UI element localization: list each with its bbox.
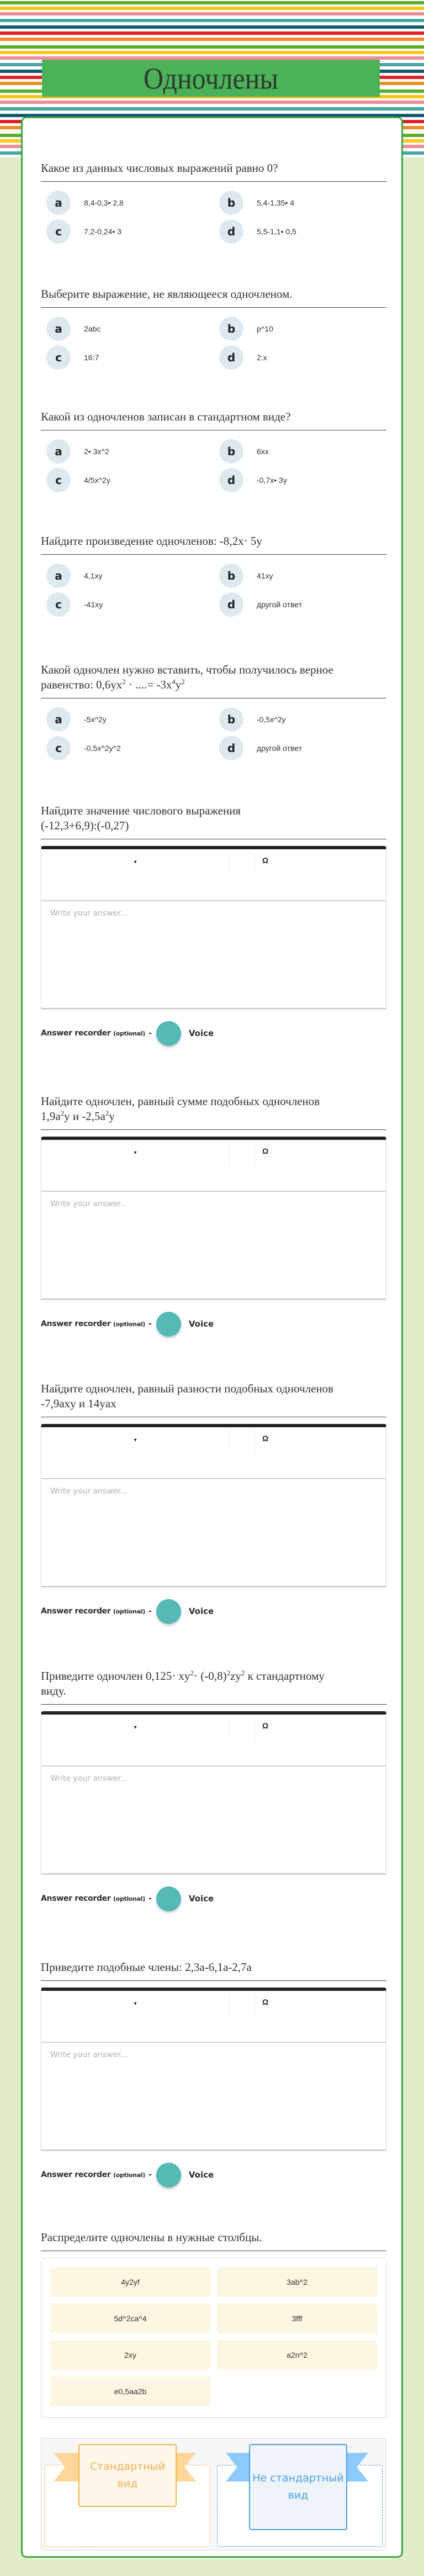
answer-recorder — [41, 1021, 386, 1046]
option-letter: c — [46, 219, 71, 244]
question-3 — [41, 409, 386, 492]
option-d[interactable] — [214, 736, 386, 760]
option-letter: c — [46, 592, 71, 617]
answer-textarea[interactable] — [41, 2043, 386, 2151]
voice-label: Voice — [188, 2170, 214, 2180]
option-text: 7,2-0,24• 3 — [84, 227, 121, 236]
question-title: Выберите выражение, не являющееся одночленом. — [41, 287, 386, 308]
recorder-dash: - — [149, 2170, 152, 2179]
option-a[interactable] — [41, 317, 214, 341]
question-title — [41, 803, 386, 839]
option-c[interactable] — [41, 219, 214, 244]
draggable-chip[interactable]: e0,5aa2b — [50, 2377, 210, 2406]
editor-toolbar — [41, 1140, 386, 1192]
editor-toolbar — [41, 1715, 386, 1767]
option-letter: d — [219, 592, 243, 617]
option-a[interactable] — [41, 564, 214, 588]
toolbar-separator — [229, 1993, 255, 2017]
question-title: Найдите произведение одночленов: -8,2x· 5y — [41, 534, 386, 555]
option-text: 2• 3x^2 — [84, 447, 109, 456]
recorder-label: Answer recorder — [41, 1607, 111, 1616]
question-5 — [41, 663, 386, 760]
chevron-down-icon: ▾ — [134, 859, 137, 865]
option-text: 2:x — [257, 353, 267, 362]
chevron-down-icon: ▾ — [134, 2000, 137, 2007]
record-voice-button[interactable] — [156, 2163, 181, 2188]
option-letter: d — [219, 468, 243, 492]
rich-text-editor — [41, 1424, 386, 1587]
format-dropdown[interactable] — [41, 1427, 229, 1453]
chevron-down-icon: ▾ — [134, 1149, 137, 1156]
option-letter: c — [46, 736, 71, 760]
option-text: -5x^2y — [84, 715, 107, 724]
option-letter: d — [219, 219, 243, 244]
question-8 — [41, 1381, 386, 1624]
option-letter: d — [219, 345, 243, 370]
question-6 — [41, 803, 386, 1046]
option-text: 8,4-0,3• 2,8 — [84, 198, 124, 207]
option-text: -0,5x^2y^2 — [84, 744, 121, 753]
question-11-sorting — [41, 2230, 386, 2551]
option-text: 4,1xy — [84, 571, 103, 580]
option-letter: b — [219, 317, 243, 341]
option-letter: a — [46, 191, 71, 215]
option-text: 6xx — [257, 447, 269, 456]
option-letter: c — [46, 345, 71, 370]
answer-textarea[interactable] — [41, 901, 386, 1009]
answer-textarea[interactable] — [41, 1767, 386, 1874]
draggable-chip[interactable]: 4y2yf — [50, 2267, 210, 2297]
rich-text-editor — [41, 1137, 386, 1300]
recorder-label: Answer recorder — [41, 2170, 111, 2179]
toolbar-separator — [229, 1142, 255, 1166]
voice-label: Voice — [188, 1028, 214, 1038]
bucket-area — [41, 2438, 386, 2551]
question-1 — [41, 161, 386, 244]
toolbar-separator — [229, 1429, 255, 1454]
answer-recorder — [41, 2162, 386, 2188]
draggable-chip[interactable]: 3ab^2 — [217, 2267, 377, 2297]
draggable-chip[interactable]: 2xy — [50, 2340, 210, 2370]
recorder-optional: (optional) — [113, 1320, 146, 1328]
question-title — [41, 1381, 386, 1417]
question-title-line-1: Найдите одночлен, равный разности подобных одночленов — [41, 1382, 334, 1395]
voice-label: Voice — [188, 1894, 214, 1904]
special-character-icon[interactable]: Ω — [262, 1434, 269, 1443]
answer-recorder — [41, 1311, 386, 1337]
recorder-label: Answer recorder — [41, 1894, 111, 1903]
special-character-icon[interactable]: Ω — [262, 1147, 269, 1155]
option-a[interactable] — [41, 707, 214, 732]
editor-toolbar — [41, 1991, 386, 2043]
option-b[interactable] — [214, 564, 386, 588]
option-letter: b — [219, 707, 243, 732]
draggable-chip[interactable]: 5d^2ca^4 — [50, 2304, 210, 2333]
question-2 — [41, 287, 386, 370]
option-text: 2abc — [84, 324, 101, 333]
recorder-optional: (optional) — [113, 1029, 146, 1037]
option-text: 16:7 — [84, 353, 99, 362]
option-a[interactable] — [41, 439, 214, 464]
recorder-label: Answer recorder — [41, 1319, 111, 1328]
question-9 — [41, 1669, 386, 1911]
option-c[interactable] — [41, 592, 214, 617]
question-title: Распределите одночлены в нужные столбцы. — [41, 2230, 386, 2251]
question-4 — [41, 534, 386, 617]
chevron-down-icon: ▾ — [134, 1724, 137, 1731]
answer-textarea[interactable] — [41, 1479, 386, 1587]
question-title: Приведите подобные члены: 2,3a-6,1a-2,7a — [41, 1960, 386, 1981]
answer-recorder — [41, 1599, 386, 1624]
special-character-icon[interactable]: Ω — [262, 1721, 269, 1730]
option-c[interactable] — [41, 468, 214, 492]
question-title: Какой одночлен нужно вставить, чтобы получилось верное равенство: $0,6yx^2$ · ....= $-3x^4y^2$ — [41, 663, 386, 698]
bucket-label-non-standard: Не стандартный вид — [249, 2444, 347, 2530]
question-title-line-2: (-12,3+6,9):(-0,27) — [41, 819, 129, 832]
option-letter: b — [219, 439, 243, 464]
option-letter: b — [219, 191, 243, 215]
option-text: другой ответ — [257, 744, 302, 753]
question-title: Приведите одночлен $0,125\cdot xy^2\cdot (-0,8)^2zy^2$ к стандартному виду. — [41, 1669, 386, 1705]
recorder-dash: - — [149, 1319, 152, 1328]
option-text: -41xy — [84, 600, 103, 609]
option-letter: d — [219, 736, 243, 760]
page-title: Одночлены — [144, 61, 278, 96]
question-title-line-1: Найдите значение числового выражения — [41, 804, 241, 817]
chip-pool — [41, 2258, 386, 2418]
recorder-optional: (optional) — [113, 2171, 146, 2179]
option-d[interactable] — [214, 345, 386, 370]
option-letter: b — [219, 564, 243, 588]
format-dropdown[interactable] — [41, 1140, 229, 1165]
editor-toolbar — [41, 849, 386, 901]
chevron-down-icon: ▾ — [134, 1437, 137, 1443]
format-dropdown[interactable] — [41, 1991, 229, 2016]
option-text: p^10 — [257, 324, 273, 333]
question-title: Какой из одночленов записан в стандартном виде? — [41, 409, 386, 430]
toolbar-separator — [229, 851, 255, 876]
option-letter: a — [46, 707, 71, 732]
answer-textarea[interactable] — [41, 1192, 386, 1300]
rich-text-editor — [41, 1988, 386, 2151]
option-a[interactable] — [41, 191, 214, 215]
recorder-optional: (optional) — [113, 1895, 146, 1902]
option-text: 4/5x^2y — [84, 476, 110, 485]
question-title: Найдите одночлен, равный сумме подобных одночленов $1,9a^2y$ и $-2,5a^2y$ — [41, 1094, 386, 1130]
bucket-label-standard: Стандартный вид — [78, 2444, 177, 2507]
answer-recorder — [41, 1886, 386, 1911]
option-text: 5,5-1,1• 0,5 — [257, 227, 296, 236]
title-band — [42, 60, 380, 98]
special-character-icon[interactable]: Ω — [262, 856, 269, 865]
record-voice-button[interactable] — [156, 1886, 181, 1911]
question-title-line-2: -7,9axy и 14yax — [41, 1397, 116, 1410]
recorder-dash: - — [149, 1029, 152, 1038]
option-text: 41xy — [257, 571, 273, 580]
option-letter: a — [46, 564, 71, 588]
record-voice-button[interactable] — [156, 1021, 181, 1046]
editor-toolbar — [41, 1427, 386, 1479]
option-letter: a — [46, 439, 71, 464]
option-d[interactable] — [214, 592, 386, 617]
rich-text-editor — [41, 1711, 386, 1875]
special-character-icon[interactable]: Ω — [262, 1997, 269, 2006]
draggable-chip[interactable]: 3fff — [217, 2304, 377, 2333]
toolbar-separator — [229, 1717, 255, 1741]
worksheet-card — [21, 117, 403, 2558]
draggable-chip[interactable]: a2n^2 — [217, 2340, 377, 2370]
question-10 — [41, 1960, 386, 2188]
record-voice-button[interactable] — [156, 1312, 181, 1337]
recorder-dash: - — [149, 1894, 152, 1903]
option-c[interactable] — [41, 736, 214, 760]
voice-label: Voice — [188, 1319, 214, 1329]
option-b[interactable] — [214, 439, 386, 464]
option-b[interactable] — [214, 191, 386, 215]
format-dropdown[interactable] — [41, 1715, 229, 1740]
option-letter: a — [46, 317, 71, 341]
option-text: 5,4-1,35• 4 — [257, 198, 294, 207]
question-title: Какое из данных числовых выражений равно 0? — [41, 161, 386, 182]
format-dropdown[interactable] — [41, 849, 229, 875]
recorder-label: Answer recorder — [41, 1029, 111, 1038]
recorder-dash: - — [149, 1607, 152, 1616]
rich-text-editor — [41, 846, 386, 1010]
option-text: -0,7x• 3y — [257, 476, 287, 485]
option-b[interactable] — [214, 317, 386, 341]
option-b[interactable] — [214, 707, 386, 732]
option-c[interactable] — [41, 345, 214, 370]
option-text: -0,5x^2y — [257, 715, 286, 724]
recorder-optional: (optional) — [113, 1607, 146, 1615]
question-7 — [41, 1094, 386, 1337]
option-letter: c — [46, 468, 71, 492]
option-d[interactable] — [214, 468, 386, 492]
option-d[interactable] — [214, 219, 386, 244]
voice-label: Voice — [188, 1606, 214, 1616]
option-text: другой ответ — [257, 600, 302, 609]
record-voice-button[interactable] — [156, 1599, 181, 1624]
